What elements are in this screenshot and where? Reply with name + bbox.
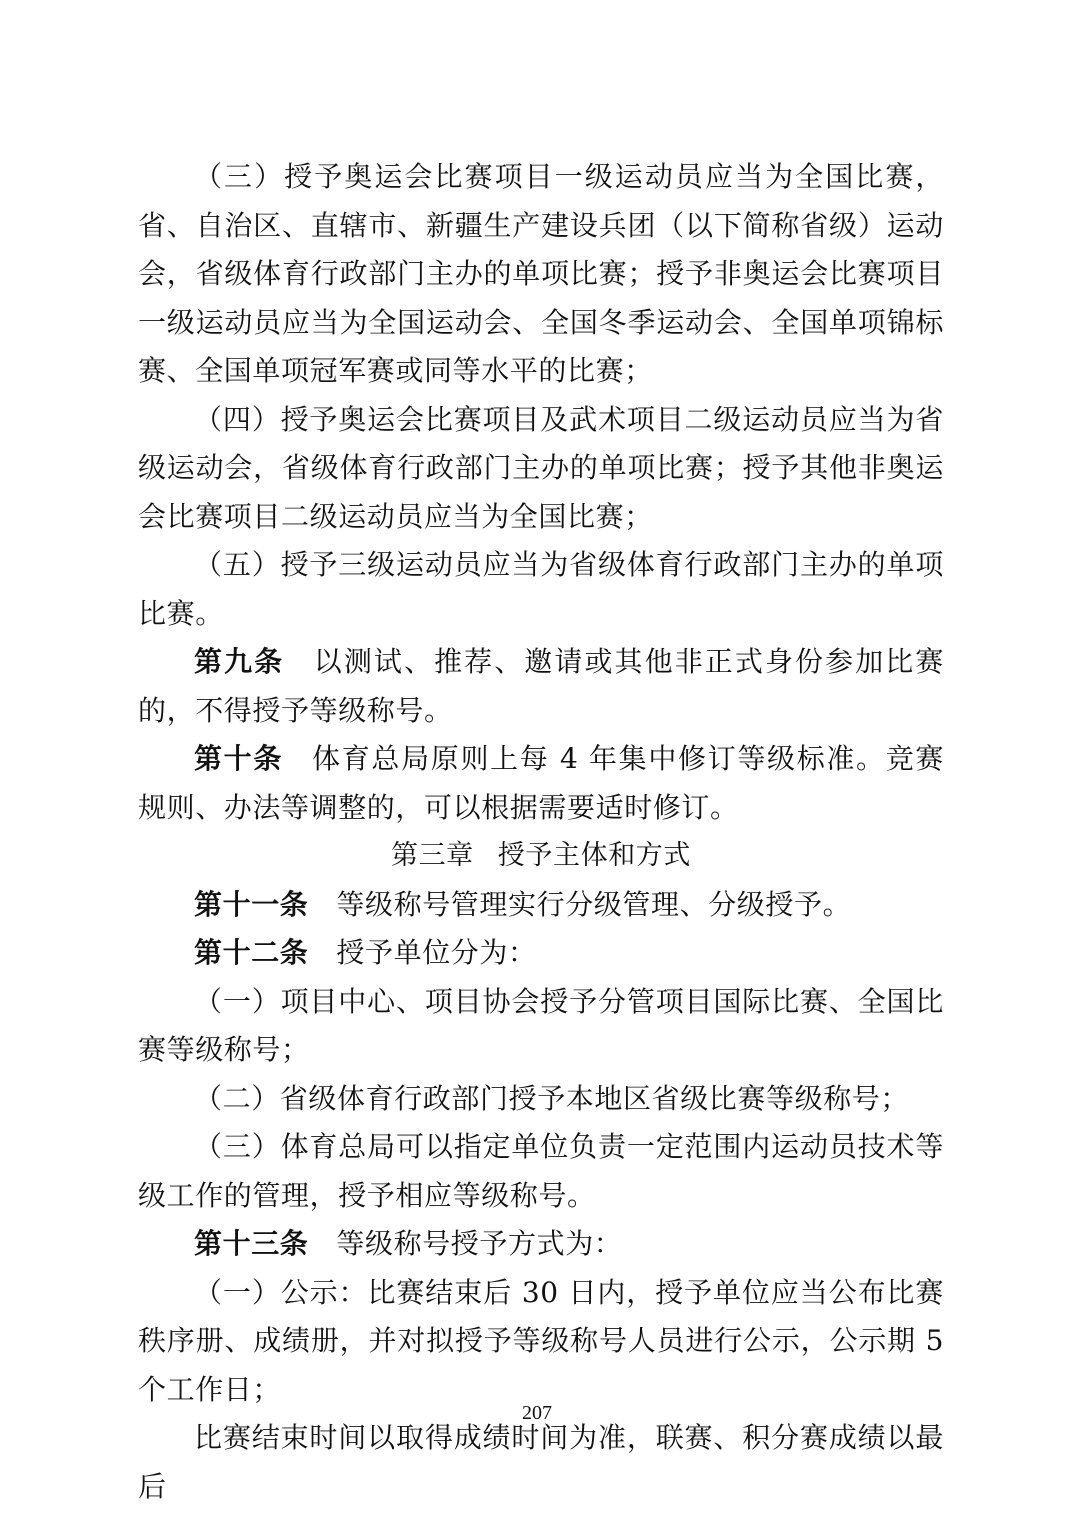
article-12-item-2: （二）省级体育行政部门授予本地区省级比赛等级称号； [194,1081,910,1115]
article-10-text: 体育总局原则上每 4 年集中修订等级标准。竞赛规则、办法等调整的，可以根据需要适时修订。 [138,742,944,824]
body-text [138,153,944,1511]
article-13 [138,1220,944,1269]
article-9-text: 以测试、推荐、邀请或其他非正式身份参加比赛的，不得授予等级称号。 [138,645,944,727]
article-10-title: 第十条 [194,742,284,775]
article-9 [138,638,944,735]
article-12 [138,929,944,978]
chapter-heading [138,832,944,881]
article-10 [138,735,944,832]
article-12-item-3: （三）体育总局可以指定单位负责一定范围内运动员技术等级工作的管理，授予相应等级称号。 [138,1130,944,1212]
article-13-title: 第十三条 [194,1227,309,1260]
chapter-title: 授予主体和方式 [497,840,691,871]
article-9-title: 第九条 [194,645,285,678]
article-11-title: 第十一条 [194,887,309,921]
chapter-number: 第三章 [390,840,474,871]
page-number: 207 [522,1402,552,1424]
article-12-text: 授予单位分为： [336,936,537,969]
article-13-text: 等级称号授予方式为： [336,1227,623,1260]
article-12-item-1: （一）项目中心、项目协会授予分管项目国际比赛、全国比赛等级称号； [138,984,944,1066]
article-13-note: 比赛结束时间以取得成绩时间为准，联赛、积分赛成绩以最后 [138,1421,944,1503]
paragraph-item-3: （三）授予奥运会比赛项目一级运动员应当为全国比赛，省、自治区、直辖市、新疆生产建设兵团（以下简称省级）运动会，省级体育行政部门主办的单项比赛；授予非奥运会比赛项目一级运动员应当为全国运动会、全国冬季运动会、全国单项锦标赛、全国单项冠军赛或同等水平的比赛； [138,160,944,387]
paragraph-item-5: （五）授予三级运动员应当为省级体育行政部门主办的单项比赛。 [138,548,944,630]
article-11-text: 等级称号管理实行分级管理、分级授予。 [336,887,852,921]
article-11 [138,881,944,930]
article-13-item-1: （一）公示：比赛结束后 30 日内，授予单位应当公布比赛秩序册、成绩册，并对拟授予等级称号人员进行公示，公示期 5 个工作日； [138,1275,944,1406]
article-12-title: 第十二条 [194,936,309,969]
paragraph-item-4: （四）授予奥运会比赛项目及武术项目二级运动员应当为省级运动会，省级体育行政部门主办的单项比赛；授予其他非奥运会比赛项目二级运动员应当为全国比赛； [138,402,944,533]
